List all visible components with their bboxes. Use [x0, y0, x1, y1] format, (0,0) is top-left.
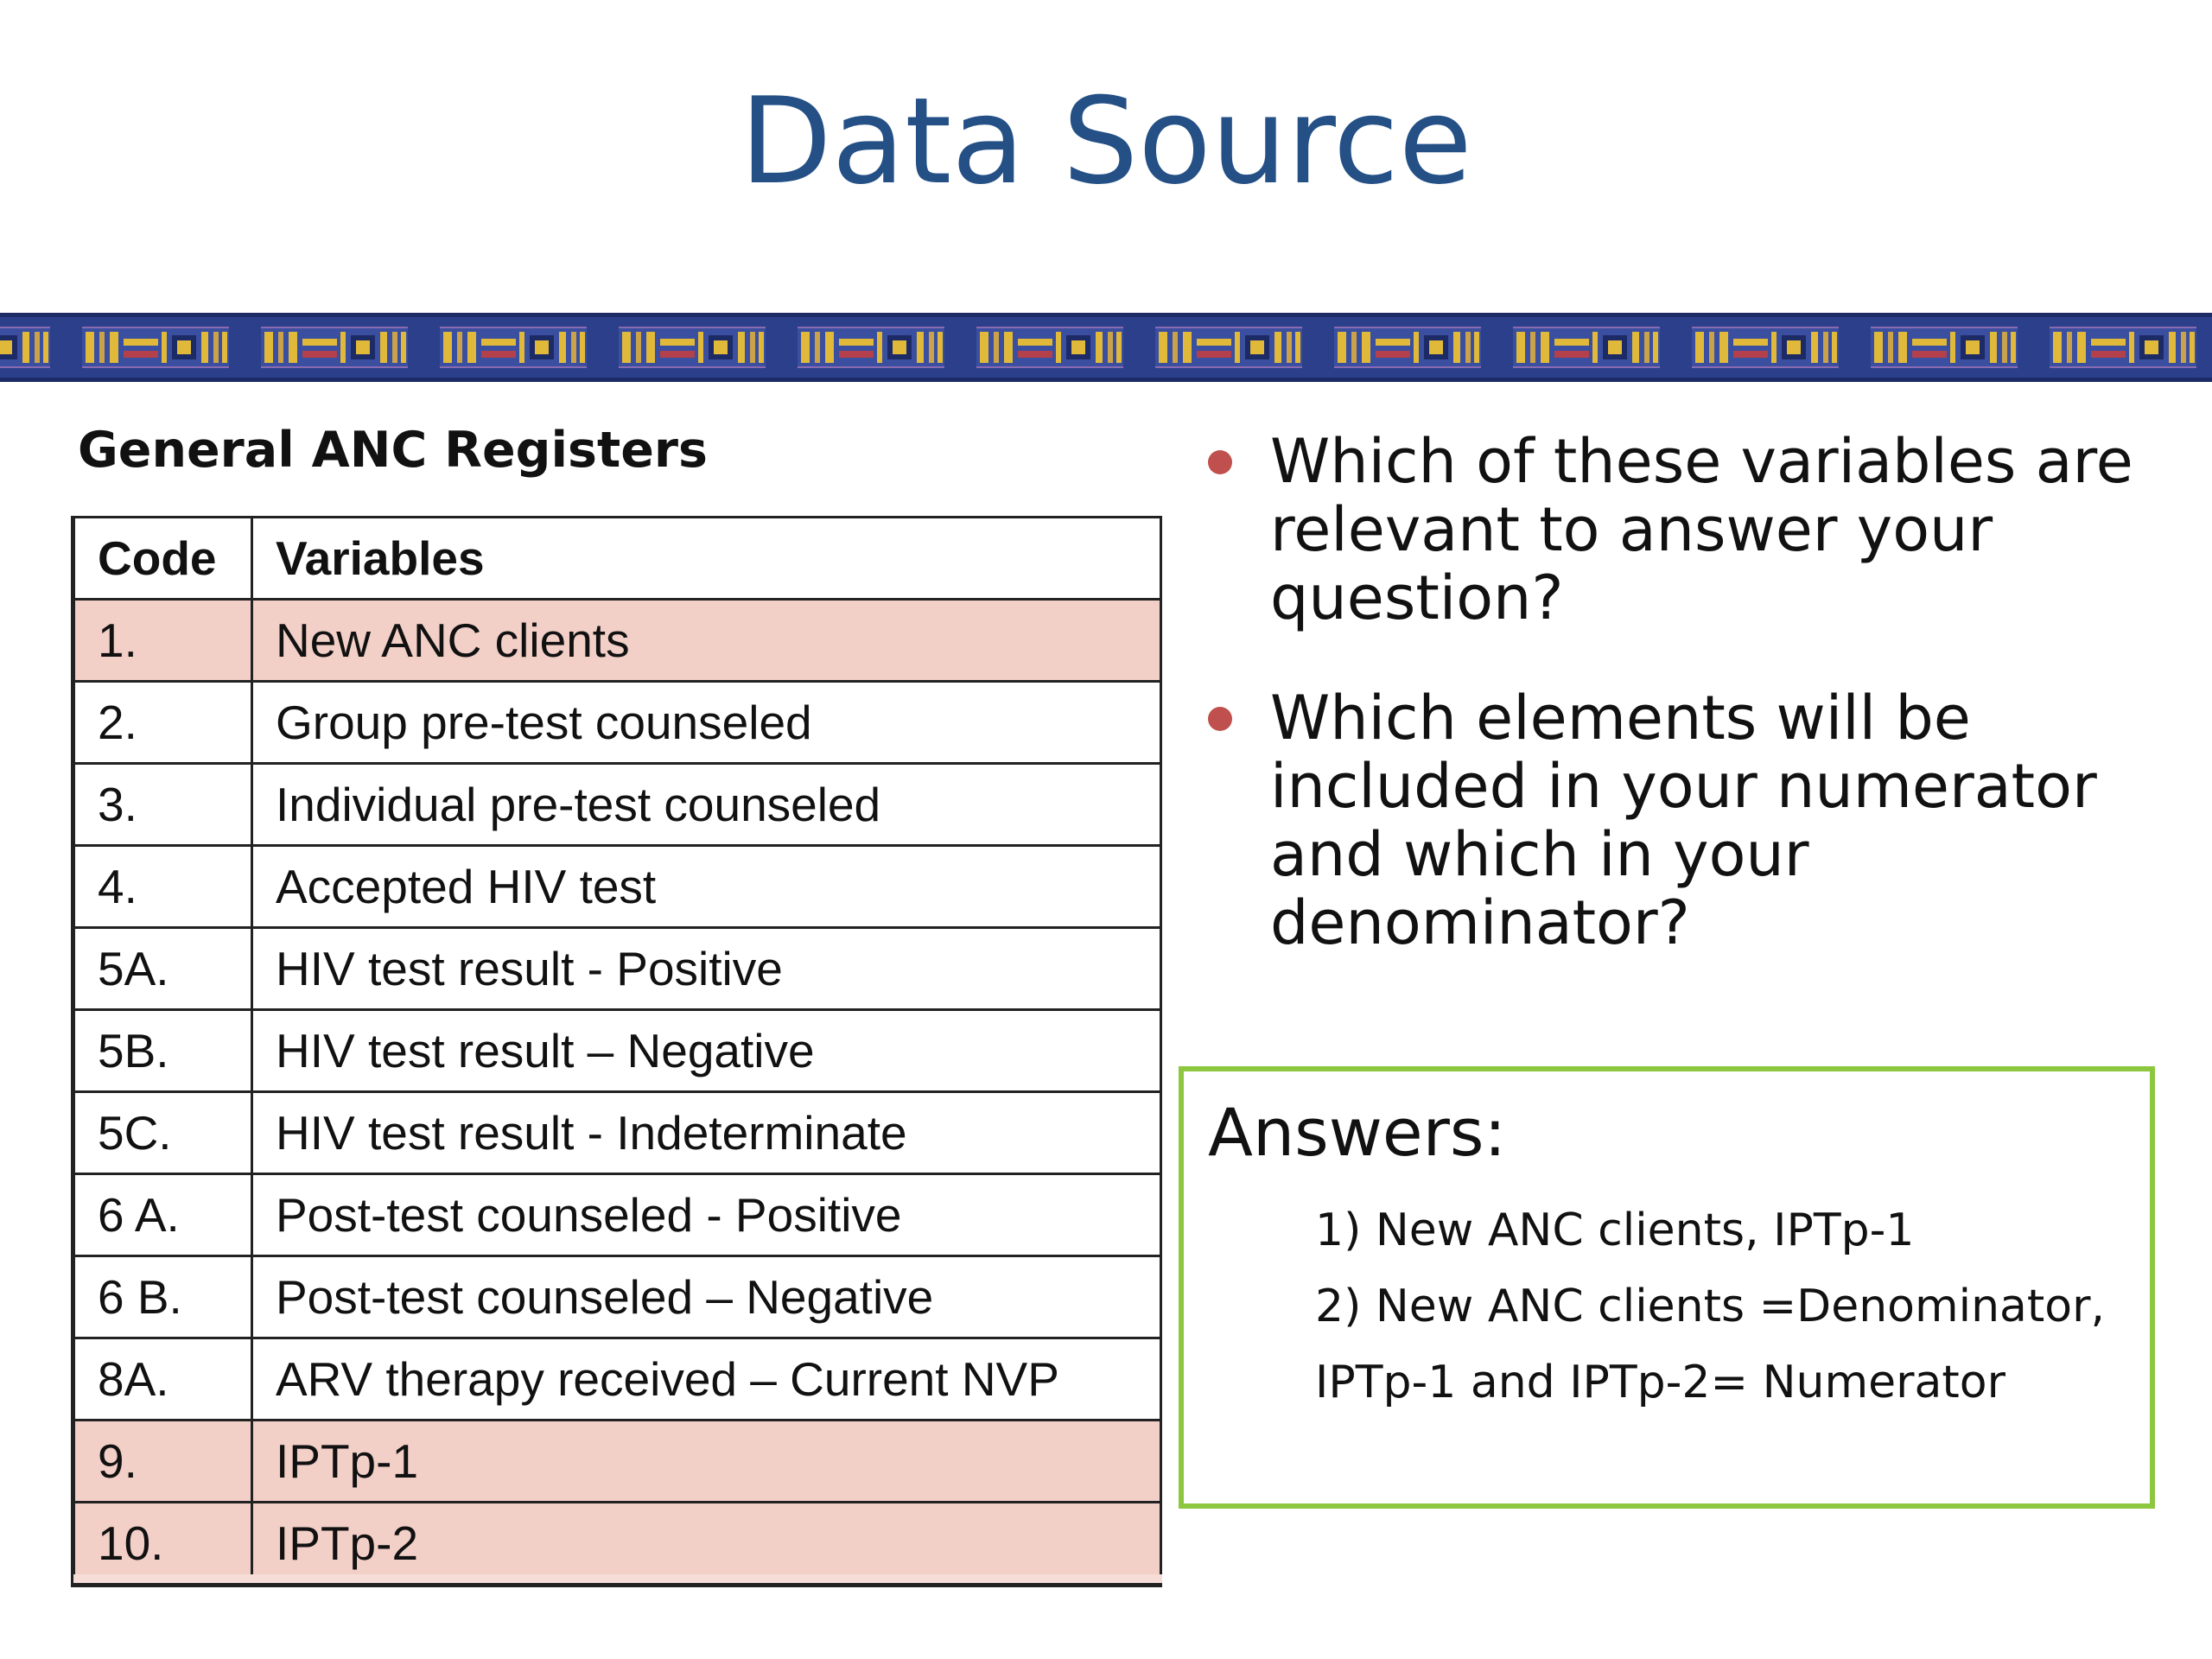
column-header-code: Code [73, 518, 252, 600]
cell-variable: HIV test result - Indeterminate [252, 1092, 1161, 1174]
question-item [1201, 428, 2177, 632]
table-row [73, 1174, 1161, 1256]
table-row [73, 1256, 1161, 1338]
cell-variable: IPTp-1 [252, 1421, 1161, 1503]
cell-code: 5C. [73, 1092, 252, 1174]
cell-code: 9. [73, 1421, 252, 1503]
question-item [1201, 684, 2177, 957]
table-row [73, 1338, 1161, 1421]
column-header-variables: Variables [252, 518, 1161, 600]
table-header-row [73, 518, 1161, 600]
answers-lines [1315, 1192, 2105, 1421]
table-row [73, 928, 1161, 1010]
table-row [73, 846, 1161, 928]
cell-variable: IPTp-2 [252, 1503, 1161, 1586]
answer-line: 1) New ANC clients, IPTp-1 [1315, 1205, 1915, 1256]
cell-variable: HIV test result – Negative [252, 1010, 1161, 1092]
cell-code: 5A. [73, 928, 252, 1010]
cell-code: 10. [73, 1503, 252, 1586]
table-row [73, 764, 1161, 846]
cell-variable: Post-test counseled – Negative [252, 1256, 1161, 1338]
cell-variable: Group pre-test counseled [252, 682, 1161, 764]
kente-pattern [0, 313, 2212, 382]
question-list [1201, 428, 2177, 1009]
cell-variable: Post-test counseled - Positive [252, 1174, 1161, 1256]
table-shadow [73, 1574, 1162, 1583]
table-row [73, 1421, 1161, 1503]
answer-line: 2) New ANC clients =Denominator, [1315, 1281, 2106, 1332]
cell-code: 1. [73, 600, 252, 682]
cell-code: 8A. [73, 1338, 252, 1421]
cell-code: 6 A. [73, 1174, 252, 1256]
cell-code: 2. [73, 682, 252, 764]
slide-title: Data Source [740, 72, 1472, 211]
answers-box [1179, 1066, 2155, 1509]
bullet-icon [1208, 707, 1232, 731]
anc-register-table [71, 516, 1162, 1587]
cell-variable: ARV therapy received – Current NVP [252, 1338, 1161, 1421]
table-row [73, 682, 1161, 764]
cell-variable: New ANC clients [252, 600, 1161, 682]
table-body [73, 600, 1161, 1586]
cell-code: 5B. [73, 1010, 252, 1092]
decorative-kente-band [0, 313, 2212, 382]
cell-variable: Individual pre-test counseled [252, 764, 1161, 846]
registers-heading: General ANC Registers [78, 422, 708, 479]
question-text: Which elements will be included in your numerator and which in your denominator? [1270, 683, 2097, 958]
answer-line: IPTp-1 and IPTp-2= Numerator [1315, 1357, 2005, 1408]
cell-code: 4. [73, 846, 252, 928]
answers-title: Answers: [1208, 1094, 1507, 1171]
question-text: Which of these variables are relevant to answer your question? [1270, 426, 2133, 633]
cell-variable: Accepted HIV test [252, 846, 1161, 928]
table-row [73, 1503, 1161, 1586]
bullet-icon [1208, 450, 1232, 474]
cell-code: 6 B. [73, 1256, 252, 1338]
table-row [73, 1010, 1161, 1092]
cell-variable: HIV test result - Positive [252, 928, 1161, 1010]
cell-code: 3. [73, 764, 252, 846]
table-row [73, 1092, 1161, 1174]
table-row [73, 600, 1161, 682]
